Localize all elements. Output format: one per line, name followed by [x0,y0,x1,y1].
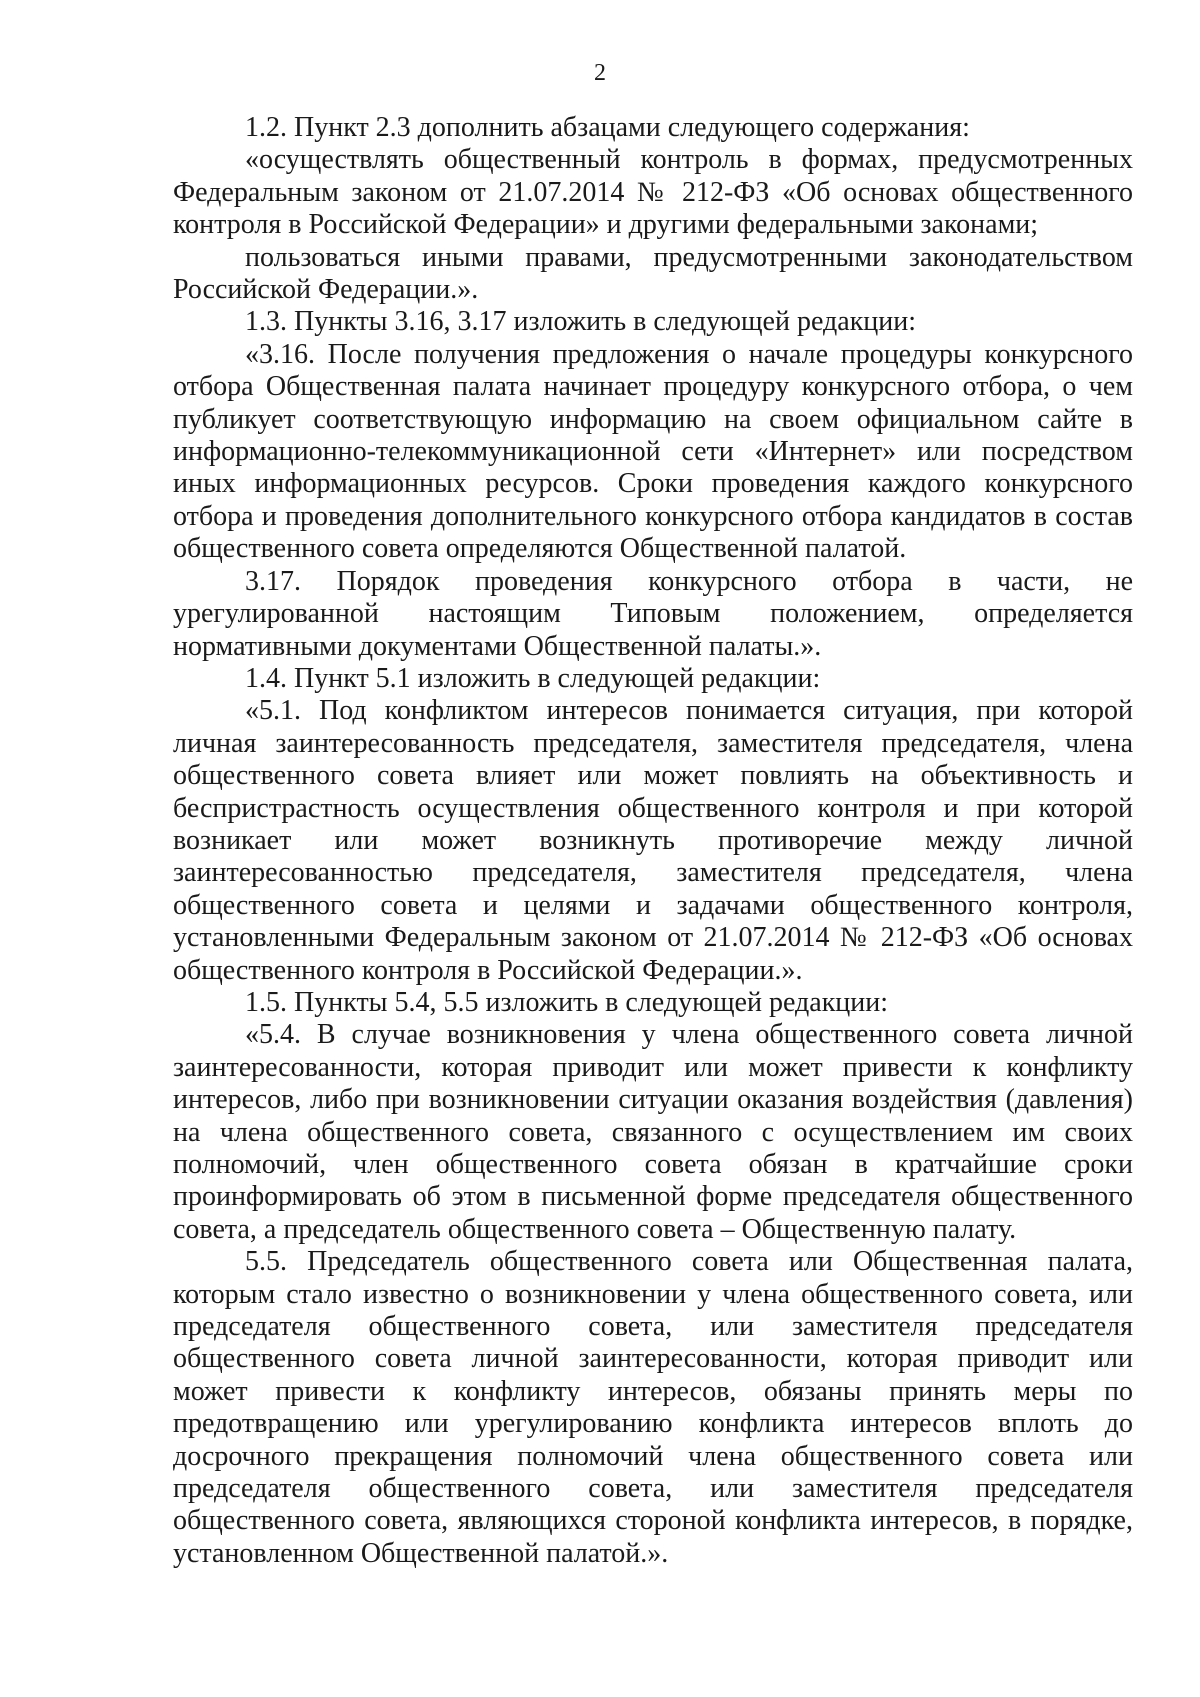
paragraph-1-5: 1.5. Пункты 5.4, 5.5 изложить в следующей редакции: [245,986,889,1018]
paragraph-5-1: «5.1. Под конфликтом интересов понимается ситуация, при которой личная заинтересованность председателя, заместителя председателя, члена общественного совета влияет или может повлиять на объективность и беспристрастность осуществления общественного контроля и при которой возникает или может возникнуть противоречие между личной заинтересованностью председателя, заместителя председателя, члена общественного совета и целями и задачами общественного контроля, установленными Федеральным законом от 21.07.2014 № 212-ФЗ «Об основах общественного контроля в Российской Федерации.». [173,695,1133,986]
paragraph-5-5: 5.5. Председатель общественного совета или Общественная палата, которым стало известно о возникновении у члена общественного совета, или председателя общественного совета, или заместителя председателя общественного совета личной заинтересованности, которая приводит или может привести к конфликту интересов, обязаны принять меры по предотвращению или урегулированию конфликта интересов вплоть до досрочного прекращения полномочий члена общественного совета или председателя общественного совета, или заместителя председателя общественного совета, являющихся стороной конфликта интересов, в порядке, установленном Общественной палатой.». [173,1246,1133,1569]
paragraph-1-4: 1.4. Пункт 5.1 изложить в следующей редакции: [245,662,821,694]
document-body [173,112,1133,1570]
paragraph-3-17: 3.17. Порядок проведения конкурсного отбора в части, не урегулированной настоящим Типовым положением, определяется нормативными документами Общественной палаты.». [173,565,1133,662]
paragraph-1-3: 1.3. Пункты 3.16, 3.17 изложить в следующей редакции: [245,306,917,338]
paragraph-5-4: «5.4. В случае возникновения у члена общественного совета личной заинтересованности, которая приводит или может привести к конфликту интересов, либо при возникновении ситуации оказания воздействия (давления) на члена общественного совета, связанного с осуществлением им своих полномочий, член общественного совета обязан в кратчайшие сроки проинформировать об этом в письменной форме председателя общественного совета, а председатель общественного совета – Общественную палату. [173,1019,1133,1245]
paragraph-1-2: 1.2. Пункт 2.3 дополнить абзацами следующего содержания: [245,112,970,143]
paragraph-3-16: «3.16. После получения предложения о начале процедуры конкурсного отбора Общественная палата начинает процедуру конкурсного отбора, о чем публикует соответствующую информацию на своем официальном сайте в информационно-телекоммуникационной сети «Интернет» или посредством иных информационных ресурсов. Сроки проведения каждого конкурсного отбора и проведения дополнительного конкурсного отбора кандидатов в состав общественного совета определяются Общественной палатой. [173,338,1133,565]
page-number: 2 [594,60,606,86]
paragraph-other-rights: пользоваться иными правами, предусмотренными законодательством Российской Федерации.». [173,241,1133,306]
paragraph-public-control: «осуществлять общественный контроль в формах, предусмотренных Федеральным законом от 21.07.2014 № 212-ФЗ «Об основах общественного контроля в Российской Федерации» и другими федеральными законами; [173,144,1133,241]
